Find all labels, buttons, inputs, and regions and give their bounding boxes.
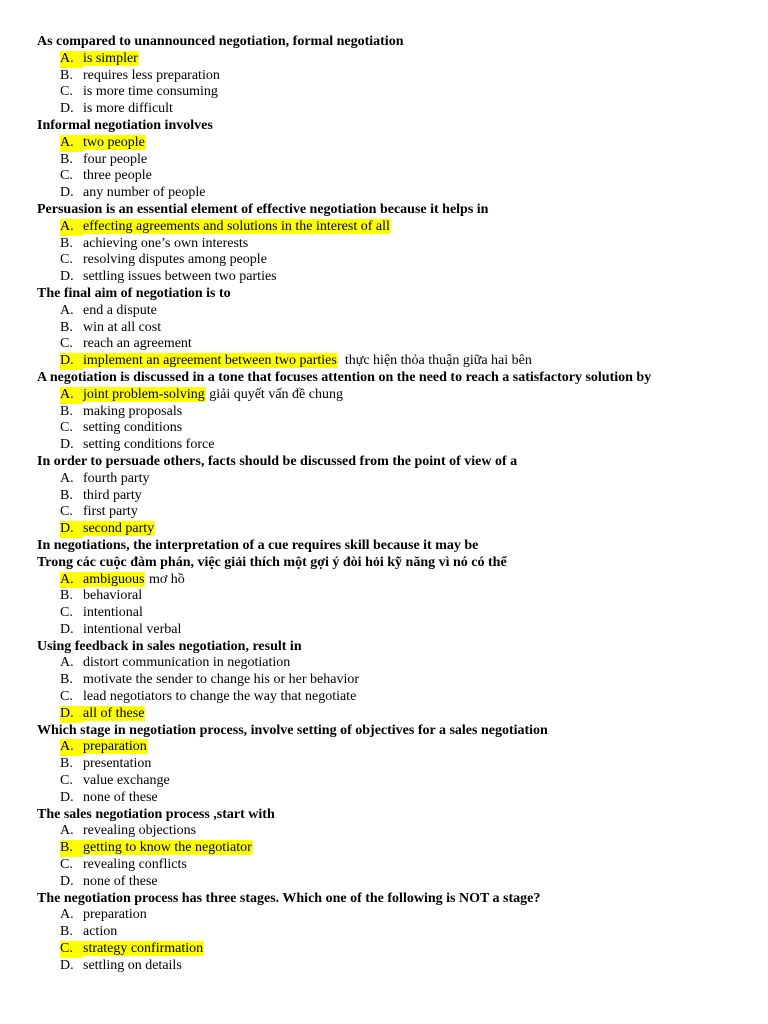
option-letter: D. — [60, 873, 74, 889]
option-letter: C. — [60, 84, 73, 100]
option-text: achieving one’s own interests — [83, 235, 249, 251]
option-letter: A. — [60, 739, 83, 756]
option-letter: C. — [60, 420, 73, 436]
question-text: Persuasion is an essential element of effective negotiation because it helps in — [37, 201, 489, 217]
answer-option — [37, 168, 768, 185]
option-letter: C. — [60, 857, 73, 873]
answer-option — [37, 420, 768, 437]
option-text: any number of people — [83, 185, 206, 201]
option-text-highlighted: second party — [83, 521, 155, 537]
option-text: motivate the sender to change his or her behavior — [83, 672, 360, 688]
question-text: Informal negotiation involves — [37, 117, 213, 133]
answer-option — [37, 572, 768, 589]
option-letter: D. — [60, 621, 74, 637]
option-text: settling on details — [83, 957, 182, 973]
option-text: revealing objections — [83, 823, 197, 839]
option-letter: D. — [60, 521, 83, 538]
option-text: behavioral — [83, 588, 143, 604]
question-text: Using feedback in sales negotiation, result in — [37, 638, 302, 654]
option-letter: A. — [60, 572, 83, 589]
option-text: four people — [83, 151, 148, 167]
option-text: reach an agreement — [83, 336, 192, 352]
option-letter: C. — [60, 336, 73, 352]
answer-option — [37, 303, 768, 320]
option-text: none of these — [83, 789, 158, 805]
option-letter: A. — [60, 823, 74, 839]
option-letter: A. — [60, 470, 74, 486]
answer-option — [37, 907, 768, 924]
option-text-highlighted: two people — [83, 134, 145, 150]
option-letter: C. — [60, 941, 83, 958]
option-letter: D. — [60, 185, 74, 201]
answer-option — [37, 84, 768, 101]
answer-option — [37, 773, 768, 790]
option-letter: B. — [60, 151, 73, 167]
answer-option — [37, 672, 768, 689]
option-letter: C. — [60, 773, 73, 789]
option-text: settling issues between two parties — [83, 269, 277, 285]
answer-option — [37, 840, 768, 857]
option-text: action — [83, 924, 118, 940]
option-letter: A. — [60, 655, 74, 671]
option-letter: A. — [60, 387, 83, 404]
answer-option — [37, 504, 768, 521]
option-text: setting conditions force — [83, 437, 215, 453]
option-translation-note: giải quyết vấn đề chung — [205, 386, 343, 402]
answer-option — [37, 320, 768, 337]
option-text-highlighted: getting to know the negotiator — [83, 840, 252, 856]
option-letter: C. — [60, 605, 73, 621]
question-text: In negotiations, the interpretation of a cue requires skill because it may be — [37, 537, 479, 553]
answer-option — [37, 756, 768, 773]
option-letter: C. — [60, 504, 73, 520]
option-text: lead negotiators to change the way that negotiate — [83, 689, 357, 705]
option-letter: D. — [60, 101, 74, 117]
option-letter: B. — [60, 319, 73, 335]
option-text: win at all cost — [83, 319, 162, 335]
option-letter: C. — [60, 168, 73, 184]
answer-option — [37, 252, 768, 269]
option-text: first party — [83, 504, 138, 520]
option-letter: B. — [60, 403, 73, 419]
option-text: setting conditions — [83, 420, 183, 436]
option-text: resolving disputes among people — [83, 252, 267, 268]
answer-option — [37, 605, 768, 622]
option-text-highlighted: joint problem-solving — [83, 386, 205, 402]
option-text: three people — [83, 168, 152, 184]
question-text: The sales negotiation process ,start with — [37, 806, 275, 822]
option-text-highlighted: is simpler — [83, 50, 138, 66]
option-letter: D. — [60, 957, 74, 973]
option-text: value exchange — [83, 773, 170, 789]
question-text: The negotiation process has three stages. Which one of the following is NOT a stage? — [37, 890, 541, 906]
option-text: preparation — [83, 907, 147, 923]
answer-option — [37, 874, 768, 891]
option-letter: C. — [60, 252, 73, 268]
option-text: third party — [83, 487, 142, 503]
option-translation-note: mơ hồ — [145, 571, 185, 587]
answer-option — [37, 269, 768, 286]
option-letter: D. — [60, 789, 74, 805]
option-letter: C. — [60, 689, 73, 705]
option-text: revealing conflicts — [83, 857, 187, 873]
answer-option — [37, 236, 768, 253]
question-translation: Trong các cuộc đàm phán, việc giải thích một gợi ý đòi hỏi kỹ năng vì nó có thể — [37, 554, 507, 570]
answer-option — [37, 219, 768, 236]
option-text: is more time consuming — [83, 84, 218, 100]
option-text: fourth party — [83, 470, 150, 486]
answer-option — [37, 404, 768, 421]
option-letter: D. — [60, 437, 74, 453]
answer-option — [37, 924, 768, 941]
answer-option — [37, 588, 768, 605]
option-text: none of these — [83, 873, 158, 889]
answer-option — [37, 706, 768, 723]
option-text: requires less preparation — [83, 67, 220, 83]
option-text-highlighted: strategy confirmation — [83, 941, 204, 957]
option-text: making proposals — [83, 403, 183, 419]
option-text: intentional — [83, 605, 143, 621]
option-translation-note: thực hiện thỏa thuận giữa hai bên — [337, 353, 532, 369]
option-text-highlighted: effecting agreements and solutions in the interest of all — [83, 218, 390, 234]
option-letter: D. — [60, 353, 83, 370]
option-text: end a dispute — [83, 302, 157, 318]
answer-option — [37, 521, 768, 538]
answer-option — [37, 488, 768, 505]
answer-option — [37, 857, 768, 874]
answer-option — [37, 739, 768, 756]
answer-option — [37, 823, 768, 840]
option-text: distort communication in negotiation — [83, 655, 291, 671]
option-letter: D. — [60, 706, 83, 723]
question-text: As compared to unannounced negotiation, formal negotiation — [37, 34, 404, 49]
answer-option — [37, 655, 768, 672]
option-text-highlighted: ambiguous — [83, 571, 145, 587]
question-text: The final aim of negotiation is to — [37, 285, 231, 301]
option-letter: B. — [60, 756, 73, 772]
answer-option — [37, 941, 768, 958]
question-text: A negotiation is discussed in a tone that focuses attention on the need to reach a satisfactory solution by — [37, 369, 652, 385]
question-text: Which stage in negotiation process, involve setting of objectives for a sales negotiation — [37, 722, 548, 738]
answer-option — [37, 336, 768, 353]
option-letter: B. — [60, 67, 73, 83]
option-letter: B. — [60, 235, 73, 251]
answer-option — [37, 101, 768, 118]
option-text: is more difficult — [83, 101, 173, 117]
answer-option — [37, 135, 768, 152]
option-letter: B. — [60, 924, 73, 940]
answer-option — [37, 185, 768, 202]
option-text-highlighted: implement an agreement between two parties — [83, 353, 337, 369]
answer-option — [37, 387, 768, 404]
option-text: presentation — [83, 756, 152, 772]
answer-option — [37, 790, 768, 807]
option-letter: A. — [60, 135, 83, 152]
answer-option — [37, 68, 768, 85]
option-letter: B. — [60, 487, 73, 503]
option-text: intentional verbal — [83, 621, 182, 637]
option-letter: B. — [60, 672, 73, 688]
answer-option — [37, 471, 768, 488]
question-text: In order to persuade others, facts should be discussed from the point of view of a — [37, 453, 518, 469]
answer-option — [37, 958, 768, 975]
option-letter: A. — [60, 907, 74, 923]
option-letter: B. — [60, 840, 83, 857]
option-letter: D. — [60, 269, 74, 285]
answer-option — [37, 622, 768, 639]
option-letter: A. — [60, 302, 74, 318]
option-letter: B. — [60, 588, 73, 604]
answer-option — [37, 51, 768, 68]
answer-option — [37, 152, 768, 169]
answer-option — [37, 437, 768, 454]
option-letter: A. — [60, 51, 83, 68]
option-text-highlighted: all of these — [83, 705, 145, 721]
option-letter: A. — [60, 219, 83, 236]
answer-option — [37, 689, 768, 706]
option-text-highlighted: preparation — [83, 739, 147, 755]
answer-option — [37, 353, 768, 370]
